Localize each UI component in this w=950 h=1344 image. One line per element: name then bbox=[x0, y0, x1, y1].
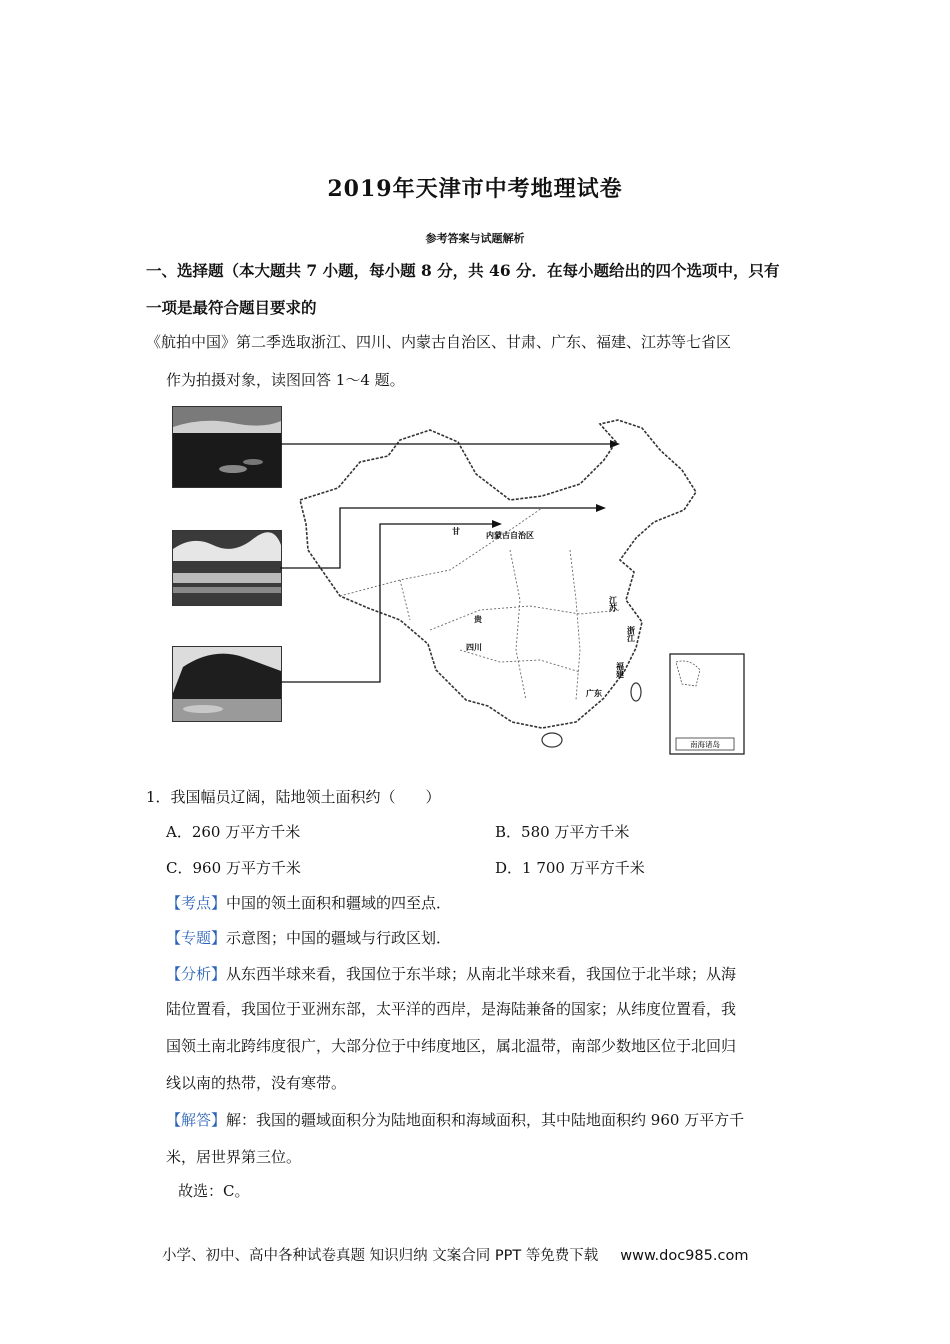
fenxi-tag: 【分析】 bbox=[166, 965, 227, 983]
fenxi-line: 国领土南北跨纬度很广，大部分位于中纬度地区，属北温带，南部少数地区位于北回归 bbox=[166, 1037, 737, 1055]
map-label-gansu: 甘 bbox=[452, 527, 460, 536]
map-label-fujian: 福建 bbox=[615, 662, 625, 678]
map-label-neimenggu: 内蒙古自治区 bbox=[486, 531, 534, 540]
map-label-sichuan: 四川 bbox=[466, 643, 482, 652]
kaodian-text: 中国的领土面积和疆域的四至点． bbox=[226, 894, 452, 912]
jieda-line: 米，居世界第三位。 bbox=[166, 1148, 302, 1166]
option-d: D．1 700 万平方千米 bbox=[495, 859, 645, 877]
fenxi-line: 陆位置看，我国位于亚洲东部，太平洋的西岸，是海陆兼备的国家；从纬度位置看，我 bbox=[166, 1000, 737, 1018]
section-heading-line2: 一项是最符合题目要求的 bbox=[146, 298, 317, 317]
page-subtitle: 参考答案与试题解析 bbox=[425, 232, 525, 245]
intro-line1: 《航拍中国》第二季选取浙江、四川、内蒙古自治区、甘肃、广东、福建、江苏等七省区 bbox=[146, 333, 732, 351]
footer bbox=[162, 1244, 748, 1265]
intro-line2: 作为拍摄对象，读图回答 1～4 题。 bbox=[166, 371, 405, 389]
jieda-tag: 【解答】 bbox=[166, 1111, 227, 1129]
section-heading-line1: 一、选择题（本大题共 7 小题，每小题 8 分，共 46 分．在每小题给出的四个选项中，只有 bbox=[146, 261, 780, 280]
page-title: 2019年天津市中考地理试卷 bbox=[327, 176, 623, 202]
fenxi-line: 从东西半球来看，我国位于东半球；从南北半球来看，我国位于北半球；从海 bbox=[226, 965, 737, 983]
option-c: C．960 万平方千米 bbox=[166, 859, 301, 877]
option-b: B．580 万平方千米 bbox=[495, 823, 630, 841]
aerial-photo-mountain bbox=[172, 646, 282, 722]
map-label-zhejiang: 浙江 bbox=[626, 626, 636, 642]
footer-text: 小学、初中、高中各种试卷真题 知识归纳 文案合同 PPT 等免费下载 bbox=[162, 1248, 599, 1264]
answer: 故选：C。 bbox=[178, 1182, 250, 1200]
zhuanti-text: 示意图；中国的疆域与行政区划． bbox=[226, 929, 452, 947]
question-stem: 1．我国幅员辽阔，陆地领土面积约（ ） bbox=[146, 788, 441, 806]
map-label-guangdong: 广东 bbox=[586, 689, 602, 698]
footer-url[interactable]: www.doc985.com bbox=[620, 1248, 749, 1264]
fenxi-row bbox=[166, 964, 736, 984]
china-map bbox=[280, 400, 750, 760]
jieda-line: 解：我国的疆域面积分为陆地面积和海域面积，其中陆地面积约 960 万平方千 bbox=[226, 1111, 745, 1129]
zhuanti-row bbox=[166, 928, 451, 948]
map-label-jiangsu: 江苏 bbox=[608, 596, 618, 612]
map-label-gui: 贵 bbox=[474, 615, 482, 624]
fenxi-line: 线以南的热带，没有寒带。 bbox=[166, 1074, 347, 1092]
option-a: A．260 万平方千米 bbox=[166, 823, 301, 841]
aerial-photo-steppe bbox=[172, 530, 282, 606]
jieda-row bbox=[166, 1110, 744, 1130]
kaodian-tag: 【考点】 bbox=[166, 894, 227, 912]
aerial-photo-grassland bbox=[172, 406, 282, 488]
zhuanti-tag: 【专题】 bbox=[166, 929, 227, 947]
kaodian-row bbox=[166, 893, 451, 913]
map-label-nanhai: 南海诸岛 bbox=[690, 740, 720, 749]
